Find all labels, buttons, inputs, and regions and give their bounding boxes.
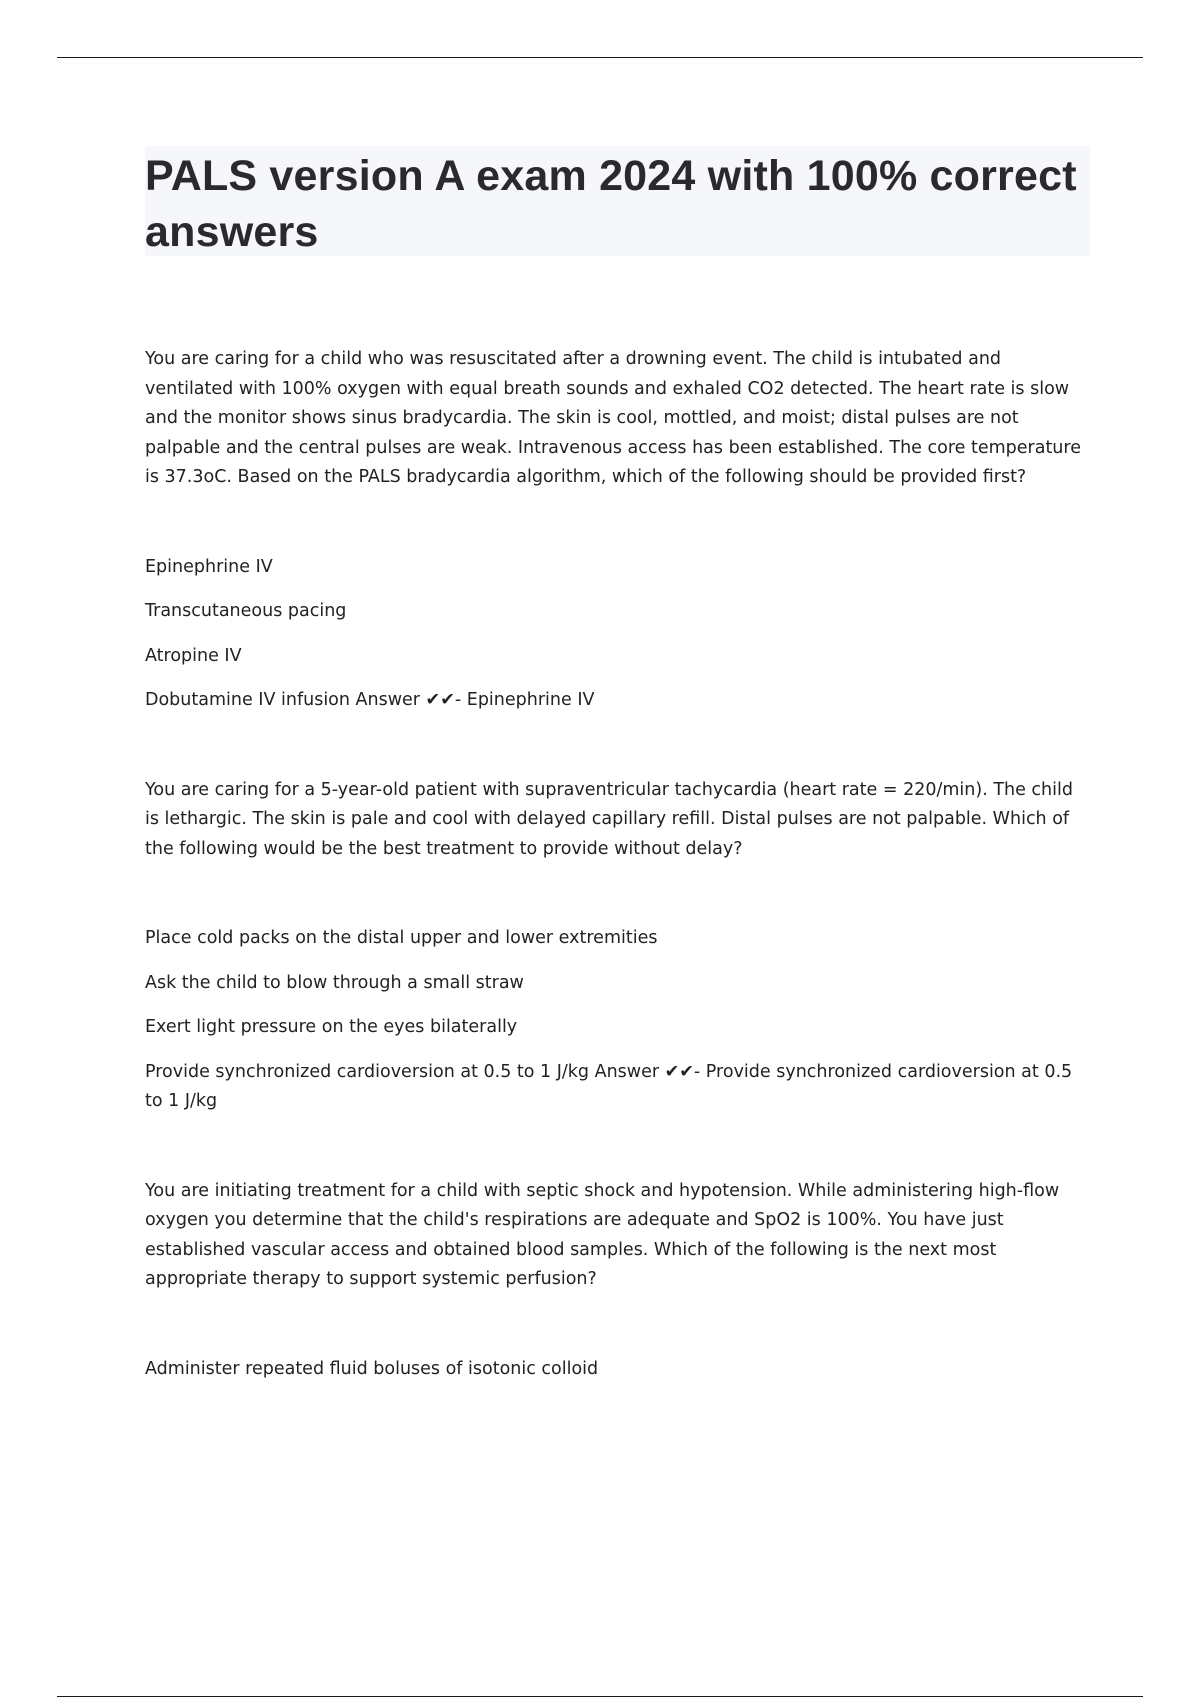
question-block	[145, 345, 1090, 716]
question-prompt: You are caring for a child who was resuscitated after a drowning event. The child is intubated and ventilated with 100% oxygen with equal breath sounds and exhaled CO2 detected. The heart rate is slow and the monitor shows sinus bradycardia. The skin is cool, mottled, and moist; distal pulses are not palpable and the central pulses are weak. Intravenous access has been established. The core temperature is 37.3oC. Based on the PALS bradycardia algorithm, which of the following should be provided first?	[145, 349, 1081, 487]
option-item: Exert light pressure on the eyes bilaterally	[145, 1017, 518, 1037]
option-item: Atropine IV	[145, 645, 242, 666]
document-title: PALS version A exam 2024 with 100% correct answers	[145, 152, 1077, 256]
top-rule	[57, 57, 1143, 58]
question-block	[145, 1177, 1090, 1385]
option-item: Ask the child to blow through a small straw	[145, 972, 524, 993]
question-prompt: You are caring for a 5-year-old patient with supraventricular tachycardia (heart rate = 220/min). The child is lethargic. The skin is pale and cool with delayed capillary refill. Distal pulses are not palpable. Which of the following would be the best treatment to provide without delay?	[145, 779, 1073, 859]
answer-options	[145, 1355, 1090, 1385]
title-banner	[145, 146, 1090, 256]
option-item-with-answer: Dobutamine IV infusion Answer ✔✔- Epinephrine IV	[145, 690, 595, 710]
option-item-with-answer: Provide synchronized cardioversion at 0.5 to 1 J/kg Answer ✔✔- Provide synchronized cardioversion at 0.5 to 1 J/kg	[145, 1061, 1073, 1111]
option-item: Transcutaneous pacing	[145, 601, 347, 621]
answer-options	[145, 924, 1090, 1117]
bottom-rule	[57, 1696, 1143, 1697]
option-item: Epinephrine IV	[145, 556, 273, 577]
answer-options	[145, 553, 1090, 716]
document-body	[145, 345, 1090, 1444]
option-item: Administer repeated fluid boluses of isotonic colloid	[145, 1358, 599, 1379]
question-prompt: You are initiating treatment for a child with septic shock and hypotension. While administering high-flow oxygen you determine that the child's respirations are adequate and SpO2 is 100%. You have just established vascular access and obtained blood samples. Which of the following is the next most appropriate therapy to support systemic perfusion?	[145, 1180, 1060, 1289]
question-block	[145, 776, 1090, 1117]
option-item: Place cold packs on the distal upper and lower extremities	[145, 928, 658, 948]
